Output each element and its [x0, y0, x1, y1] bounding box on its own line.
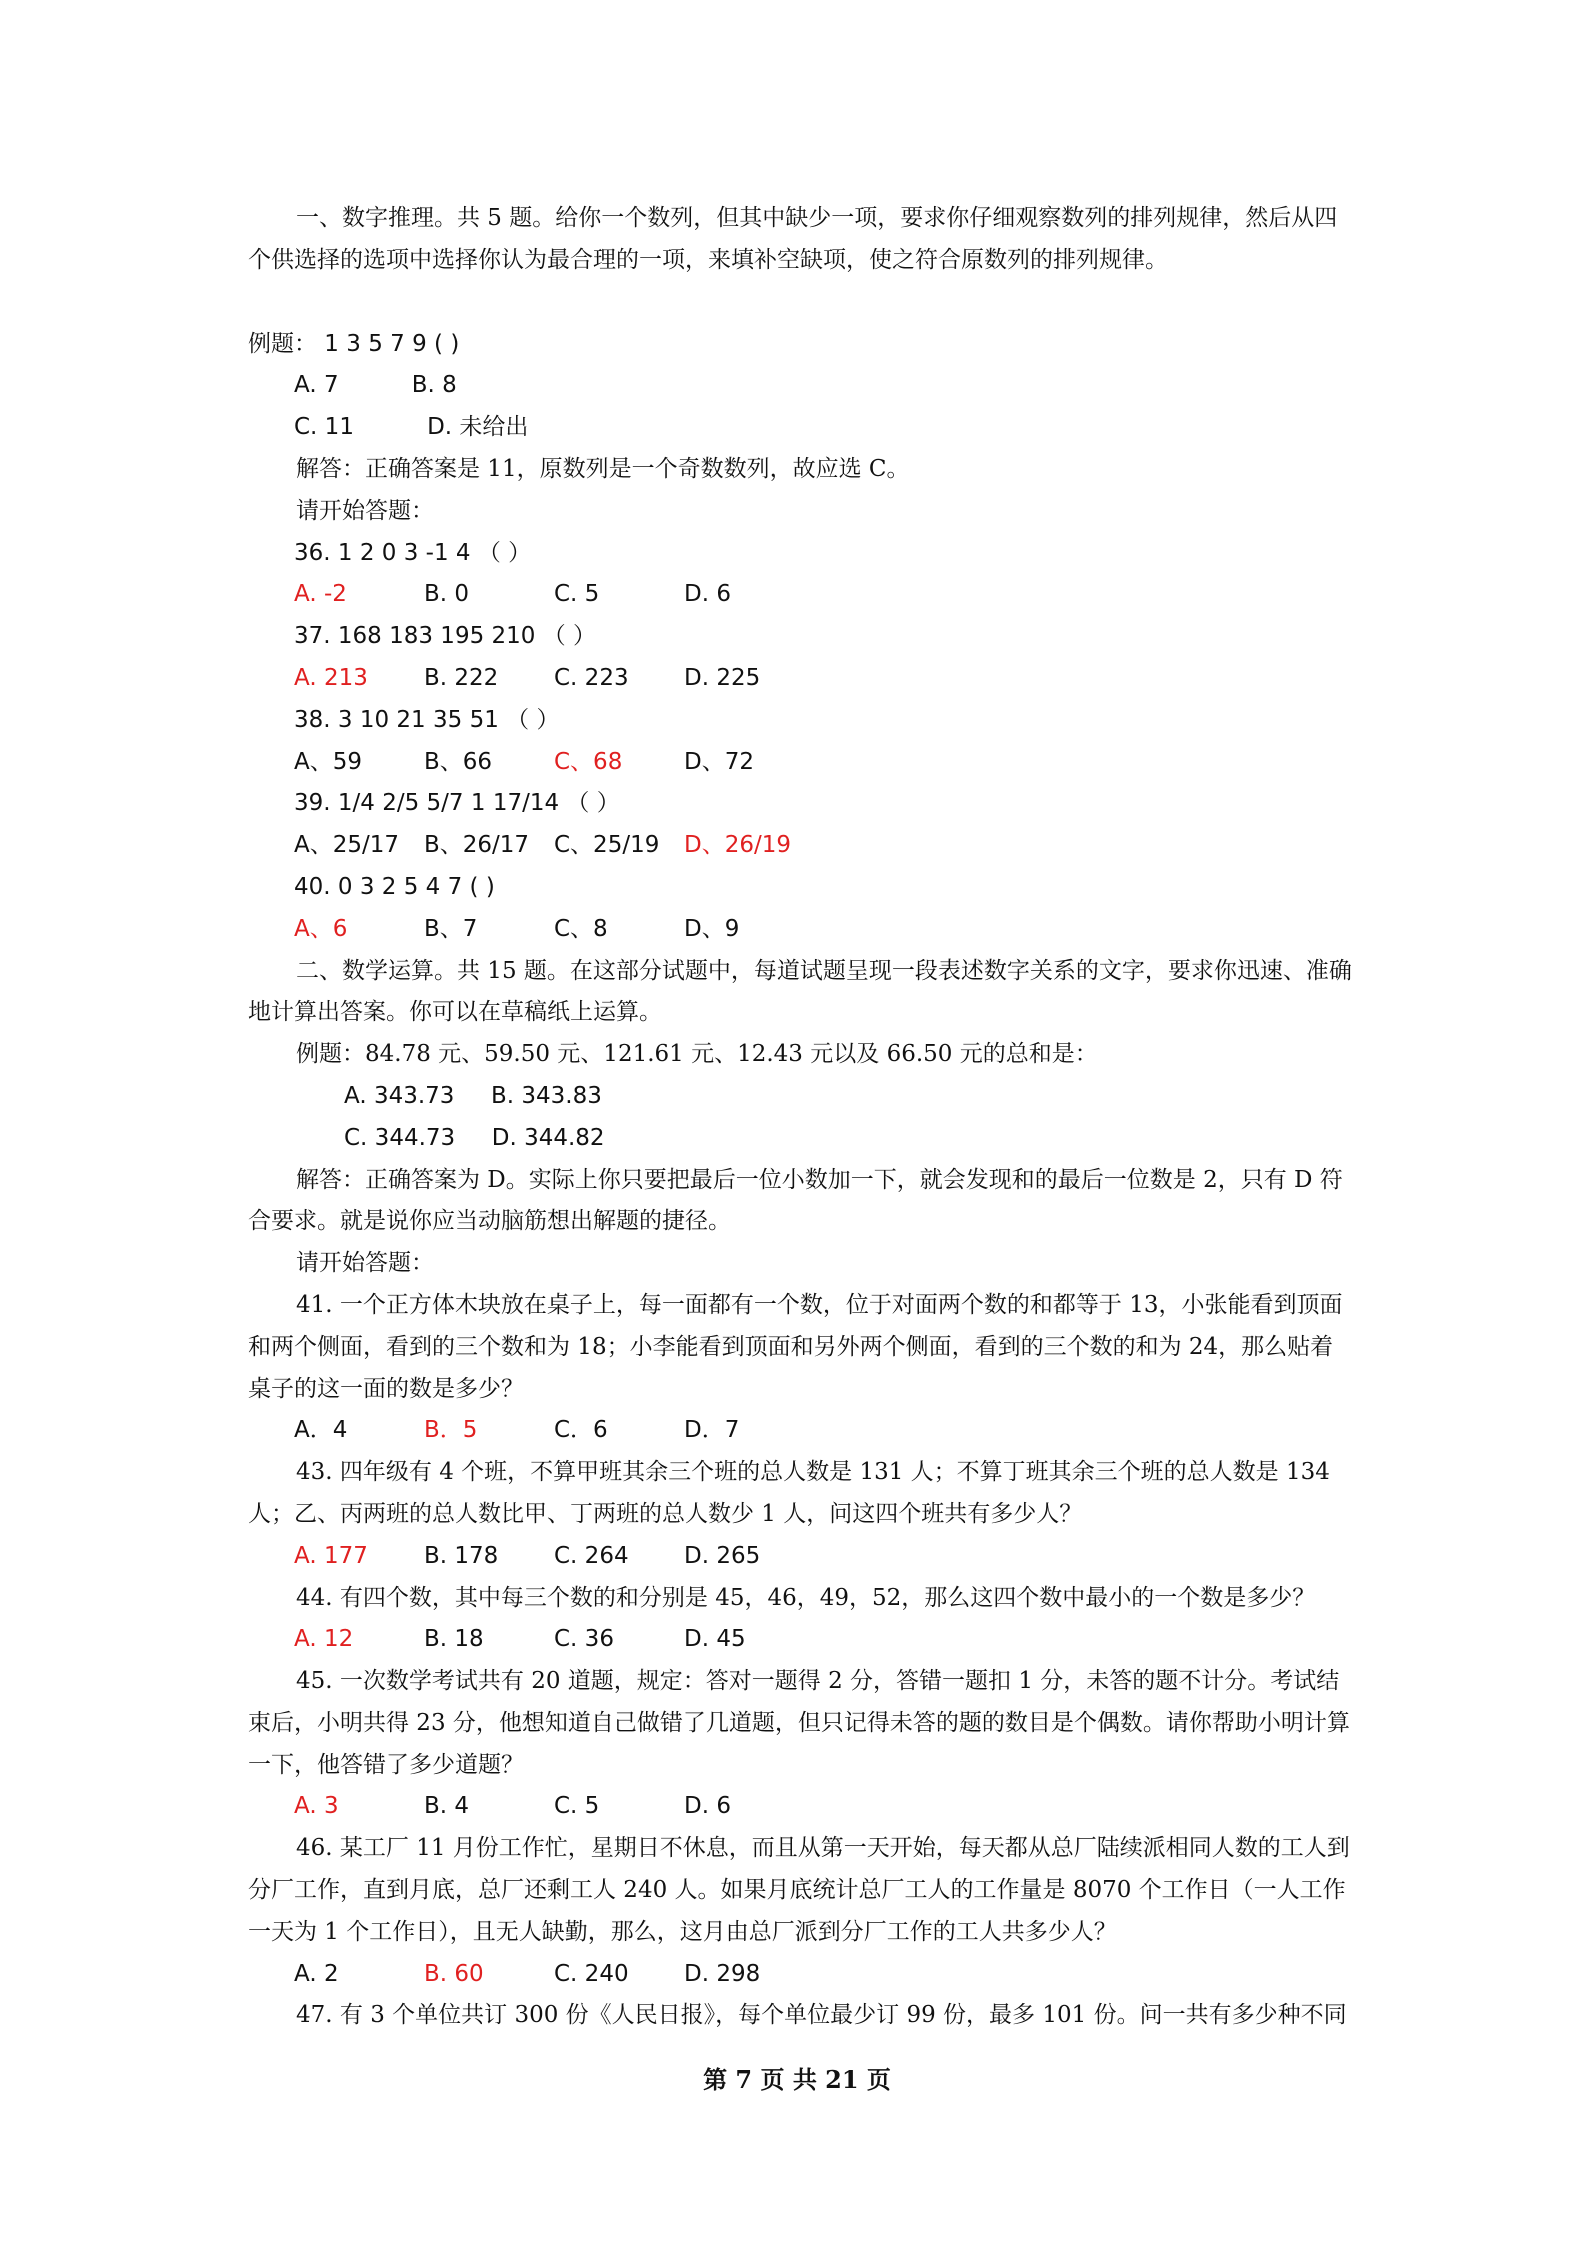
question-stem: 46. 某工厂 11 月份工作忙，星期日不休息，而且从第一天开始，每天都从总厂陆续派相同人数的工人到分厂工作，直到月底，总厂还剩工人 240 人。如果月底统计总厂工人的工作量是 8070 个工作日（一人工作一天为 1 个工作日），且无人缺勤，那么，这月由总厂派到分厂工作的工人共多少人？ — [248, 1835, 1350, 1945]
example2-options-row2 — [248, 1118, 1356, 1160]
page-content — [248, 198, 1356, 2037]
question-options — [248, 742, 1356, 784]
question-options — [248, 1410, 1356, 1452]
option-d: D、72 — [684, 748, 754, 775]
question-stem: 40. 0 3 2 5 4 7 ( ) — [294, 873, 495, 900]
option-a: A. 2 — [294, 1960, 339, 1987]
example2-option-a: A. 343.73 — [344, 1082, 455, 1109]
section2-questions — [248, 1285, 1356, 2037]
option-a: A、6 — [294, 915, 348, 942]
example2-answer: 解答：正确答案为 D。实际上你只要把最后一位小数加一下，就会发现和的最后一位数是 2，只有 D 符合要求。就是说你应当动脑筋想出解题的捷径。 — [248, 1166, 1343, 1235]
option-b: B. 60 — [424, 1960, 484, 1987]
option-a: A、59 — [294, 748, 363, 775]
question-options — [248, 574, 1356, 616]
option-a: A. -2 — [294, 581, 347, 608]
spacer — [248, 282, 1356, 324]
option-b: B. 18 — [424, 1626, 484, 1653]
option-a: A. 3 — [294, 1793, 339, 1820]
option-c: C. 36 — [554, 1626, 614, 1653]
example2-option-d: D. 344.82 — [491, 1124, 605, 1151]
option-d: D．7 — [684, 1417, 740, 1444]
option-a: A、25/17 — [294, 832, 400, 859]
question-stem: 38. 3 10 21 35 51 （ ） — [294, 706, 560, 733]
section2-intro: 二、数学运算。共 15 题。在这部分试题中，每道试题呈现一段表述数字关系的文字，要求你迅速、准确地计算出答案。你可以在草稿纸上运算。 — [248, 957, 1352, 1026]
question-stem: 37. 168 183 195 210 （ ） — [294, 623, 597, 650]
question-options — [248, 1786, 1356, 1828]
option-c: C. 264 — [554, 1542, 629, 1569]
option-d: D. 265 — [684, 1542, 761, 1569]
option-b: B、7 — [424, 915, 478, 942]
question-options — [248, 1536, 1356, 1578]
option-c: C、68 — [554, 748, 623, 775]
option-d: D、26/19 — [684, 832, 791, 859]
option-c: C. 5 — [554, 581, 600, 608]
section1-intro: 一、数字推理。共 5 题。给你一个数列，但其中缺少一项，要求你仔细观察数列的排列规律，然后从四个供选择的选项中选择你认为最合理的一项，来填补空缺项，使之符合原数列的排列规律。 — [248, 205, 1338, 273]
option-b: B. 0 — [424, 581, 470, 608]
example1-options-row1 — [248, 365, 1356, 407]
option-b: B. 222 — [424, 664, 499, 691]
option-d: D. 6 — [684, 1793, 731, 1820]
question-stem: 45. 一次数学考试共有 20 道题，规定：答对一题得 2 分，答错一题扣 1 分，未答的题不计分。考试结束后，小明共得 23 分，他想知道自己做错了几道题，但只记得未答的题的数目是个偶数。请你帮助小明计算一下，他答错了多少道题？ — [248, 1668, 1350, 1778]
question-stem: 47. 有 3 个单位共订 300 份《人民日报》，每个单位最少订 99 份，最多 101 份。问一共有多少种不同 — [296, 2002, 1347, 2029]
option-a: A. 177 — [294, 1542, 368, 1569]
option-b: B. 178 — [424, 1542, 499, 1569]
example1-option-c: C. 11 — [294, 414, 354, 441]
option-c: C、8 — [554, 915, 608, 942]
section1-start: 请开始答题： — [296, 497, 434, 524]
option-b: B、26/17 — [424, 832, 530, 859]
option-c: C、25/19 — [554, 832, 660, 859]
option-c: C. 5 — [554, 1793, 600, 1820]
question-stem: 39. 1/4 2/5 5/7 1 17/14 （ ） — [294, 790, 620, 817]
option-b: B、66 — [424, 748, 493, 775]
option-d: D. 225 — [684, 664, 761, 691]
question-stem: 44. 有四个数，其中每三个数的和分别是 45，46，49，52，那么这四个数中最小的一个数是多少？ — [296, 1584, 1316, 1611]
question-stem: 36. 1 2 0 3 -1 4 （ ） — [294, 539, 532, 566]
section2-start: 请开始答题： — [296, 1250, 434, 1277]
option-c: C. 223 — [554, 664, 629, 691]
option-a: A. 12 — [294, 1626, 354, 1653]
option-d: D. 45 — [684, 1626, 746, 1653]
question-options — [248, 1954, 1356, 1996]
example2-options-row1 — [248, 1076, 1356, 1118]
question-options — [248, 658, 1356, 700]
example2-question: 例题：84.78 元、59.50 元、121.61 元、12.43 元以及 66.50 元的总和是： — [296, 1041, 1098, 1068]
question-stem: 41. 一个正方体木块放在桌子上，每一面都有一个数，位于对面两个数的和都等于 13，小张能看到顶面和两个侧面，看到的三个数和为 18；小李能看到顶面和另外两个侧面，看到的三个数的和为 24，那么贴着桌子的这一面的数是多少？ — [248, 1291, 1343, 1402]
question-options — [248, 1619, 1356, 1661]
example1-option-b: B. 8 — [411, 372, 457, 399]
section1-questions — [248, 533, 1356, 951]
example1-options-row2 — [248, 407, 1356, 449]
option-a: A. 213 — [294, 664, 368, 691]
example1-option-d: D. 未给出 — [427, 414, 529, 441]
option-d: D、9 — [684, 915, 740, 942]
option-d: D. 298 — [684, 1960, 761, 1987]
option-d: D. 6 — [684, 581, 731, 608]
example2-option-c: C. 344.73 — [344, 1124, 456, 1151]
option-c: C. 240 — [554, 1960, 629, 1987]
example1-question: 例题： 1 3 5 7 9 ( ) — [248, 330, 460, 357]
option-c: C．6 — [554, 1417, 608, 1444]
question-stem: 43. 四年级有 4 个班，不算甲班其余三个班的总人数是 131 人；不算丁班其余三个班的总人数是 134 人；乙、丙两班的总人数比甲、丁两班的总人数少 1 人，问这四个班共有多少人？ — [248, 1459, 1330, 1527]
example1-option-a: A. 7 — [294, 372, 339, 399]
page-footer: 第 7 页 共 21 页 — [703, 2065, 891, 2094]
question-options — [248, 909, 1356, 951]
option-b: B. 4 — [424, 1793, 470, 1820]
option-b: B．5 — [424, 1417, 478, 1444]
question-options — [248, 825, 1356, 867]
example1-answer: 解答：正确答案是 11，原数列是一个奇数数列，故应选 C。 — [296, 455, 910, 482]
option-a: A．4 — [294, 1417, 348, 1444]
example2-option-b: B. 343.83 — [491, 1082, 602, 1109]
